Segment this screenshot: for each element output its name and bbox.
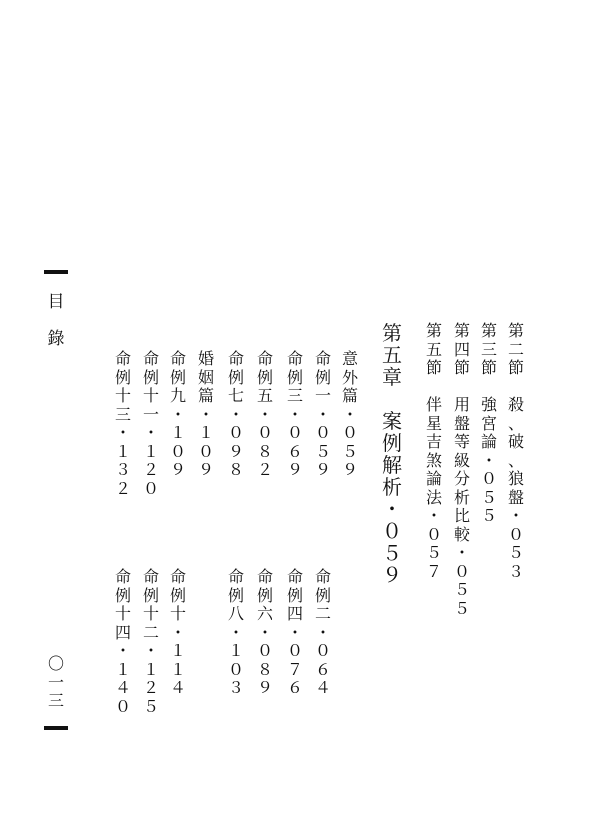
toc-char: １ [142,441,159,461]
page-number-char: 三 [47,691,64,710]
toc-char: ５ [425,543,442,562]
section-label-mu: 目 [47,292,65,312]
toc-char: 十 [142,604,159,623]
toc-char: 煞 [425,450,442,470]
toc-column [167,350,189,480]
toc-column [312,350,334,480]
toc-char: ５ [480,506,497,525]
toc-char: ・ [256,622,273,642]
toc-char: ２ [256,460,273,479]
toc-column [225,568,247,698]
toc-char: ０ [256,423,273,442]
toc-char: 盤 [453,413,470,433]
toc-char: ５ [142,696,159,716]
toc-char: ５ [382,541,402,565]
toc-char: ０ [341,423,358,442]
toc-char: ・ [114,423,131,442]
toc-char: 狼 [507,469,524,488]
toc-char: ７ [286,659,303,679]
toc-column [478,322,500,526]
toc-char: ９ [286,460,303,479]
toc-column [112,350,134,498]
toc-char: 命 [169,567,186,586]
toc-char: 十 [142,386,159,405]
toc-char: 例 [314,367,331,387]
toc-char: 比 [453,506,470,525]
toc-char: ６ [286,441,303,461]
toc-char: ７ [425,561,442,581]
toc-column [505,322,527,581]
toc-char: ４ [114,678,131,697]
toc-char: 例 [169,585,186,605]
toc-char: ・ [169,404,186,424]
toc-char: 分 [453,469,470,488]
toc-char: 八 [227,604,244,623]
toc-column [112,568,134,716]
toc-char: ５ [507,543,524,562]
toc-column [339,350,361,480]
toc-char: 婚 [197,349,214,368]
page-number [45,655,67,711]
toc-char: ９ [382,563,402,587]
toc-char: ・ [227,404,244,424]
toc-char: ・ [314,622,331,642]
toc-char: 論 [425,469,442,488]
toc-char: ５ [314,441,331,461]
toc-char: ５ [453,598,470,618]
toc-char: 命 [227,567,244,586]
toc-char: 強 [480,395,497,414]
toc-char: 五 [382,343,402,367]
toc-column [423,322,445,581]
toc-char: ・ [286,622,303,642]
toc-char: 第 [453,321,470,340]
toc-char: ０ [286,423,303,442]
toc-char: 例 [169,367,186,387]
toc-char: 星 [425,413,442,433]
toc-char: ・ [169,622,186,642]
toc-char: 命 [114,567,131,586]
bottom-margin-bar [44,726,68,730]
toc-char: 六 [256,604,273,623]
toc-char: 節 [425,358,442,377]
toc-char: 十 [114,386,131,405]
toc-char: ０ [197,441,214,461]
toc-char: ９ [169,460,186,479]
toc-char: ９ [341,460,358,479]
toc-char: 例 [256,585,273,605]
toc-char: 案 [382,409,402,433]
toc-char: 級 [453,450,470,470]
chapter-title-column [379,322,405,586]
toc-char: 四 [286,604,303,623]
toc-char: ０ [256,641,273,660]
toc-char: 節 [507,358,524,377]
toc-char: ０ [227,659,244,679]
toc-char: 命 [142,567,159,586]
toc-char: 法 [425,487,442,507]
toc-char: 五 [256,386,273,405]
toc-char: 五 [425,339,442,359]
toc-char: ５ [341,441,358,461]
toc-char: 十 [169,604,186,623]
toc-char: ０ [480,469,497,488]
toc-char: １ [114,441,131,461]
toc-char: ４ [169,678,186,697]
toc-char: 解 [382,453,402,477]
toc-char: 命 [314,349,331,368]
toc-char: 較 [453,524,470,544]
toc-char: 殺 [507,395,524,414]
toc-column [140,350,162,498]
toc-char: 例 [227,585,244,605]
toc-column [167,568,189,698]
toc-char: ０ [286,641,303,660]
toc-char: ５ [453,580,470,599]
toc-char: 節 [480,358,497,377]
toc-char: 例 [142,367,159,387]
toc-char: 一 [142,404,159,424]
toc-char: ・ [480,450,497,470]
toc-char: 命 [256,567,273,586]
toc-char: ９ [197,460,214,479]
toc-char: 命 [286,349,303,368]
toc-char: 論 [480,432,497,451]
toc-char: 章 [382,365,402,389]
toc-char: １ [169,641,186,660]
toc-char: 篇 [341,386,358,405]
toc-char: ０ [227,423,244,442]
toc-char: ・ [286,404,303,424]
toc-char: 例 [286,585,303,605]
toc-char: 命 [286,567,303,586]
toc-column [254,568,276,698]
top-margin-bar [44,270,68,274]
toc-char: 宮 [480,413,497,433]
toc-char: ・ [314,404,331,424]
toc-char: 例 [286,367,303,387]
toc-char: １ [227,641,244,660]
toc-char: 外 [341,367,358,387]
toc-char: 四 [114,622,131,642]
toc-char: 十 [114,604,131,623]
toc-column [195,350,217,480]
toc-char [505,378,527,397]
toc-column [284,350,306,480]
toc-char: ２ [142,460,159,479]
toc-char: 三 [480,339,497,359]
toc-char: １ [169,659,186,679]
toc-char: １ [142,659,159,679]
toc-char: 命 [256,349,273,368]
toc-char: 第 [480,321,497,340]
toc-char: ８ [256,659,273,679]
toc-char: ・ [425,506,442,525]
toc-char: ８ [227,460,244,479]
toc-char: ４ [314,678,331,697]
toc-char: 九 [169,386,186,405]
toc-char: 例 [142,585,159,605]
toc-char: 篇 [197,386,214,405]
toc-char: ・ [507,506,524,525]
toc-column [140,568,162,716]
toc-char: 命 [169,349,186,368]
toc-char: １ [114,659,131,679]
toc-column [225,350,247,480]
toc-char: ９ [227,441,244,461]
section-label-lu: 錄 [47,329,65,349]
toc-char: 命 [114,349,131,368]
toc-char: ０ [142,478,159,498]
toc-char: 命 [314,567,331,586]
toc-char: 例 [114,585,131,605]
page-number-char: 〇 [47,654,64,673]
toc-char: ５ [480,487,497,507]
toc-char: 用 [453,395,470,414]
toc-char: 三 [114,404,131,424]
toc-char [423,378,445,397]
toc-char [379,388,405,410]
toc-char: 二 [314,604,331,623]
toc-char: ０ [169,441,186,461]
toc-char: 例 [256,367,273,387]
toc-char: ３ [507,561,524,581]
toc-char: 盤 [507,487,524,507]
toc-char: 例 [382,431,402,455]
toc-char: ０ [314,423,331,442]
toc-column [312,568,334,698]
toc-char: ０ [382,519,402,543]
toc-char: ８ [256,441,273,461]
toc-char: 例 [314,585,331,605]
toc-char: ・ [197,404,214,424]
toc-char: １ [197,423,214,442]
toc-char: ２ [142,678,159,697]
toc-char: 節 [453,358,470,377]
toc-char: ・ [256,404,273,424]
toc-char: ３ [114,460,131,479]
toc-char: 意 [341,349,358,368]
toc-char: 七 [227,386,244,405]
toc-char: 等 [453,432,470,451]
toc-char: 第 [382,321,402,345]
toc-char: 三 [286,386,303,405]
toc-char: 第 [507,321,524,340]
toc-char: 吉 [425,432,442,451]
toc-char: 一 [314,386,331,405]
toc-char: 第 [425,321,442,340]
toc-char: 、 [507,413,524,433]
toc-char: 二 [142,622,159,642]
toc-char: 命 [227,349,244,368]
toc-char: 例 [227,367,244,387]
toc-char [478,378,500,397]
toc-char: 伴 [425,395,442,414]
toc-char: ０ [425,524,442,544]
toc-char: 例 [114,367,131,387]
toc-char: ・ [341,404,358,424]
toc-char: ６ [286,678,303,697]
toc-char: ０ [314,641,331,660]
toc-char: 、 [507,450,524,470]
toc-char: ０ [453,561,470,581]
toc-char: ・ [114,641,131,660]
toc-char: ９ [314,460,331,479]
toc-char: 四 [453,339,470,359]
toc-char: ・ [142,423,159,442]
toc-char: ９ [256,678,273,697]
toc-char: 姻 [197,367,214,387]
toc-char: ０ [114,696,131,716]
toc-char [451,378,473,397]
toc-char: ・ [227,622,244,642]
toc-char: ・ [382,497,402,521]
toc-char: ０ [507,524,524,544]
toc-char: ・ [453,543,470,562]
toc-column [254,350,276,480]
toc-char: ６ [314,659,331,679]
toc-char: ・ [142,641,159,660]
toc-char: ３ [227,678,244,697]
toc-column [284,568,306,698]
toc-char: 命 [142,349,159,368]
toc-char: １ [169,423,186,442]
page-number-char: 一 [47,672,64,692]
toc-char: 破 [507,432,524,451]
toc-char: 析 [453,487,470,507]
toc-char: ２ [114,478,131,498]
toc-char: 二 [507,339,524,359]
toc-column [451,322,473,618]
toc-char: 析 [382,475,402,499]
